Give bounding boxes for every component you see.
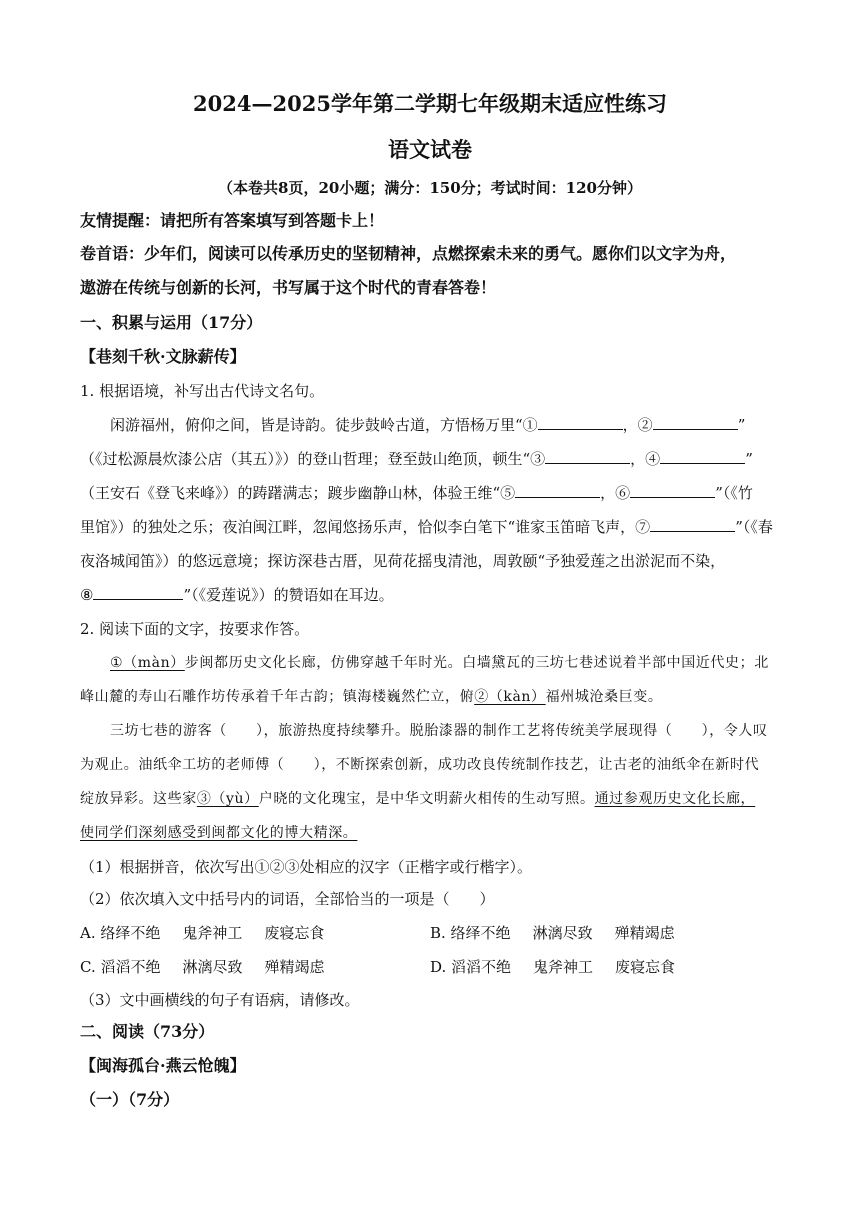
answer-blank-5[interactable] [515, 483, 600, 498]
q1-line-5: 夜洛城闻笛》）的悠远意境；探访深巷古厝，见荷花摇曳清池，周敦颐“予独爱莲之出淤泥而不染， [80, 552, 726, 570]
question-1-stem: 1. 根据语境，补写出古代诗文名句。 [80, 382, 325, 400]
q1-line-2: （《过松源晨炊漆公店（其五）》）的登山哲理；登至鼓山绝顶，顿生“③ ，④ ” [80, 450, 753, 468]
option-a[interactable]: A. 络绎不绝 鬼斧神工 废寝忘食 [80, 924, 325, 942]
reminder: 友情提醒：请把所有答案填写到答题卡上！ [80, 211, 385, 230]
section-2-theme: 【闽海孤台·燕云怆魄】 [80, 1056, 246, 1075]
section-1-heading: 一、积累与运用（17分） [80, 313, 263, 332]
q1-line-4: 里馆》）的独处之乐；夜泊闽江畔，忽闻悠扬乐声，恰似李白笔下“谁家玉笛暗飞声，⑦ ”（《春 [80, 518, 773, 536]
answer-blank-8[interactable] [93, 585, 183, 600]
answer-blank-3[interactable] [545, 449, 630, 464]
q2-sub-2: （2）依次填入文中括号内的词语，全部恰当的一项是（ ） [80, 890, 495, 908]
q1-line-6: ⑧ ”（《爱莲说》）的赞语如在耳边。 [80, 586, 394, 604]
exam-info: （本卷共8页，20小题；满分：150分；考试时间：120分钟） [218, 179, 642, 197]
faulty-sentence-part-1: 通过参观历史文化长廊， [594, 791, 756, 807]
pinyin-1: ①（màn） [110, 655, 185, 671]
q2-passage-line-1: ①（màn）步闽都历史文化长廊，仿佛穿越千年时光。白墙黛瓦的三坊七巷述说着半部中国近代史；北 [110, 655, 769, 671]
answer-blank-1[interactable] [538, 415, 623, 430]
option-d[interactable]: D. 滔滔不绝 鬼斧神工 废寝忘食 [430, 958, 676, 976]
q2-passage-line-4: 为观止。油纸伞工坊的老师傅（ ），不断探索创新，成功改良传统制作技艺，让古老的油纸伞在新时代 [80, 757, 760, 773]
preface-line-2: 遨游在传统与创新的长河，书写属于这个时代的青春答卷！ [80, 278, 497, 297]
q2-passage-line-2: 峰山麓的寿山石雕作坊传承着千年古韵；镇海楼巍然伫立，俯②（kàn）福州城沧桑巨变。 [80, 689, 663, 705]
q2-sub-3: （3）文中画横线的句子有语病，请修改。 [80, 991, 360, 1009]
faulty-sentence-part-2: 使同学们深刻感受到闽都文化的博大精深。 [80, 825, 358, 841]
preface-line-1: 卷首语：少年们，阅读可以传承历史的坚韧精神，点燃探索未来的勇气。愿你们以文字为舟， [80, 244, 737, 263]
q1-line-1: 闲游福州，俯仰之间，皆是诗韵。徒步鼓岭古道，方悟杨万里“① ，② ” [110, 416, 746, 434]
section-2-part-1: （一）（7分） [80, 1090, 180, 1109]
pinyin-3: ③（yù） [196, 791, 259, 807]
exam-subject: 语文试卷 [388, 137, 472, 162]
q1-line-3: （王安石《登飞来峰》）的踌躇满志；踱步幽静山林，体验王维“⑤ ，⑥ ”（《竹 [80, 484, 753, 502]
q2-passage-line-5: 绽放异彩。这些家③（yù）户晓的文化瑰宝，是中华文明薪火相传的生动写照。通过参观历史文化长廊， [80, 791, 756, 807]
pinyin-2: ②（kàn） [474, 689, 546, 705]
option-c[interactable]: C. 滔滔不绝 淋漓尽致 殚精竭虑 [80, 958, 325, 976]
option-b[interactable]: B. 络绎不绝 淋漓尽致 殚精竭虑 [430, 924, 675, 942]
question-2-stem: 2. 阅读下面的文字，按要求作答。 [80, 620, 310, 638]
q2-passage-line-3: 三坊七巷的游客（ ），旅游热度持续攀升。脱胎漆器的制作工艺将传统美学展现得（ ），令人叹 [110, 723, 768, 739]
section-1-theme: 【巷刻千秋·文脉薪传】 [80, 347, 246, 366]
section-2-heading: 二、阅读（73分） [80, 1022, 215, 1041]
exam-title: 2024—2025学年第二学期七年级期末适应性练习 [193, 91, 667, 116]
q2-passage-line-6 [80, 823, 785, 843]
answer-blank-6[interactable] [630, 483, 715, 498]
answer-blank-7[interactable] [650, 517, 735, 532]
q2-sub-1: （1）根据拼音，依次写出①②③处相应的汉字（正楷字或行楷字）。 [80, 858, 533, 876]
answer-blank-4[interactable] [660, 449, 745, 464]
answer-blank-2[interactable] [653, 415, 738, 430]
